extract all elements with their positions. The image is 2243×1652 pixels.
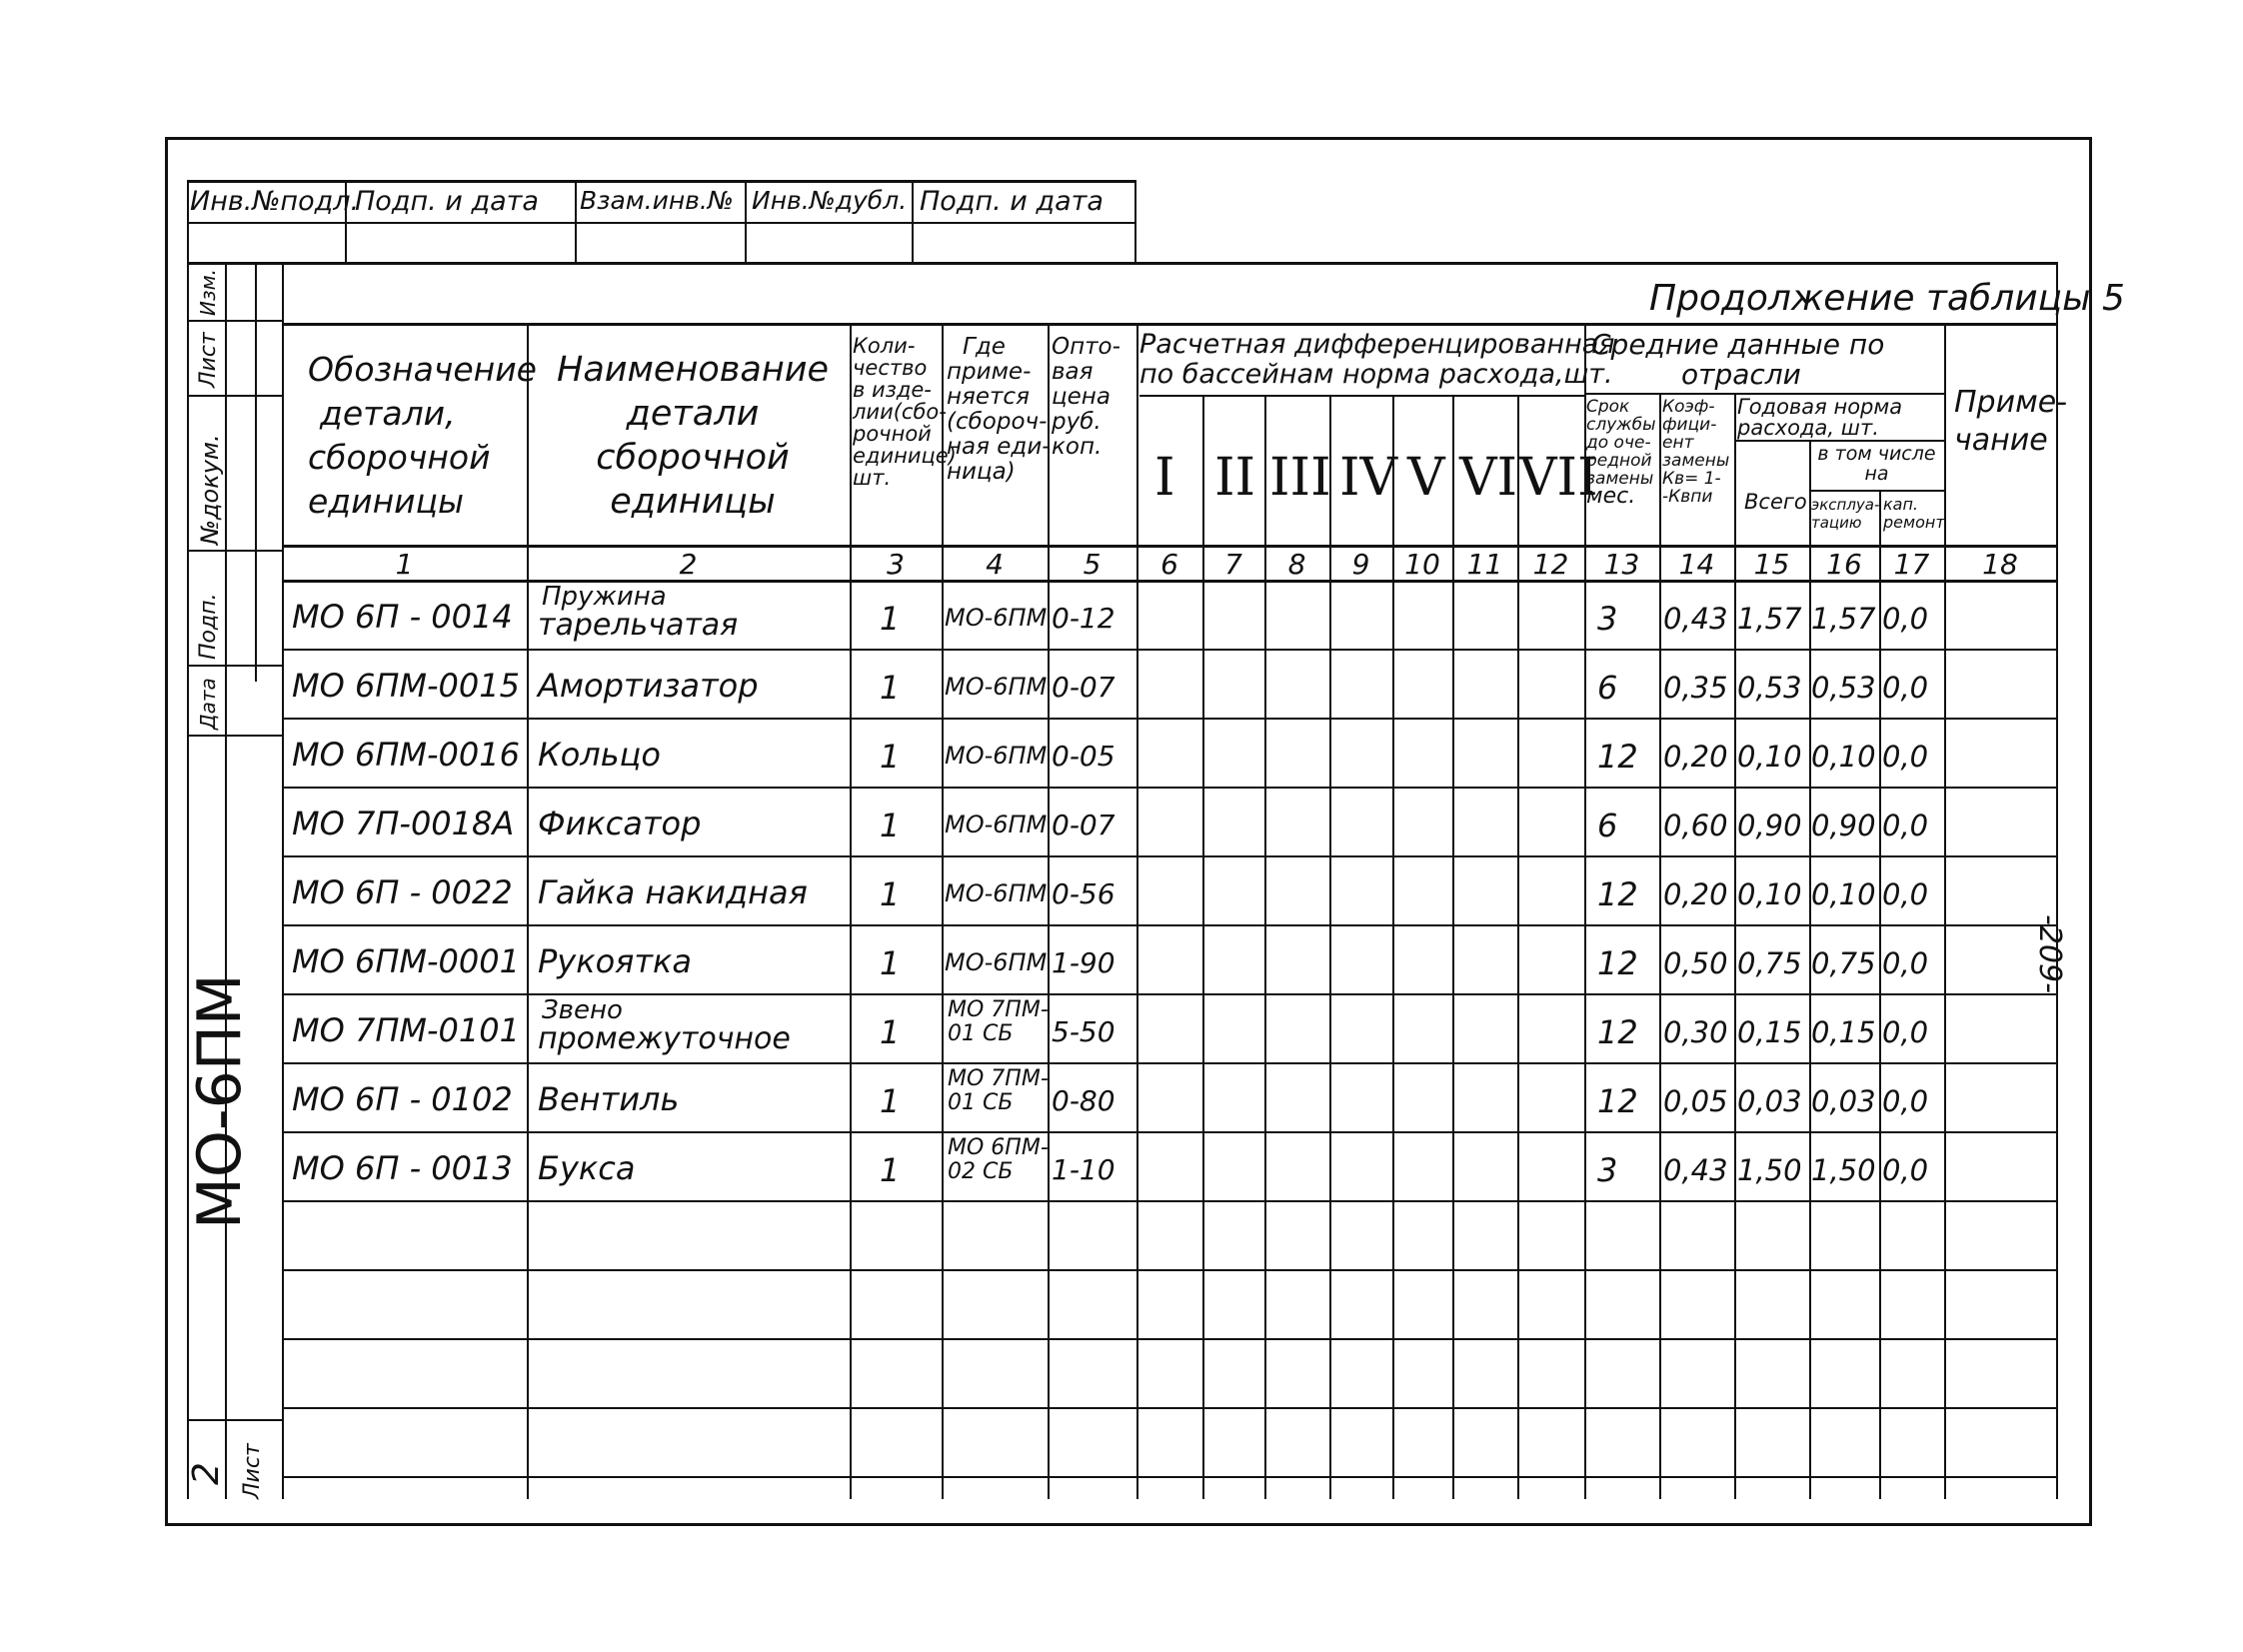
part-code: МО 6ПМ-0016 bbox=[292, 736, 520, 774]
annual-total: 0,53 bbox=[1737, 671, 1802, 705]
header-c3: Коли- чество в изде- лии(сбо- рочной единице) шт. bbox=[853, 334, 957, 490]
header-c2: Наименование детали сборочной единицы bbox=[557, 350, 829, 522]
annual-total: 0,10 bbox=[1737, 877, 1802, 911]
part-name: тарельчатая bbox=[538, 608, 739, 643]
column-number: 1 bbox=[395, 548, 414, 581]
header-top-line bbox=[282, 323, 2056, 326]
quantity: 1 bbox=[880, 738, 901, 776]
header-c16-17: в том числе на bbox=[1817, 443, 1936, 485]
column-number: 13 bbox=[1603, 548, 1640, 581]
part-code: МО 6П - 0102 bbox=[292, 1080, 513, 1118]
side-h-3 bbox=[187, 550, 282, 552]
column-number: 7 bbox=[1224, 548, 1242, 581]
stamp-inv-podl: Инв.№подл. bbox=[190, 186, 360, 217]
column-number: 10 bbox=[1404, 548, 1440, 581]
stamp-div-3 bbox=[745, 180, 747, 262]
row-line bbox=[282, 649, 2056, 651]
header-c17: кап. ремонт bbox=[1883, 495, 1945, 532]
quantity: 1 bbox=[880, 944, 901, 982]
used-in: МО-6ПМ bbox=[945, 879, 1048, 907]
annual-operation: 0,10 bbox=[1811, 740, 1876, 774]
annual-total: 0,10 bbox=[1737, 740, 1802, 774]
annual-overhaul: 0,0 bbox=[1882, 1015, 1929, 1049]
side-h-4 bbox=[187, 665, 282, 667]
part-code: МО 6ПМ-0001 bbox=[292, 942, 520, 980]
service-life: 12 bbox=[1597, 944, 1638, 982]
annual-overhaul: 0,0 bbox=[1882, 671, 1929, 705]
used-in: 01 СБ bbox=[948, 1090, 1014, 1115]
part-name: Кольцо bbox=[538, 736, 661, 774]
quantity: 1 bbox=[880, 669, 901, 707]
annual-operation: 1,57 bbox=[1811, 602, 1876, 636]
side-izm: Изм. bbox=[196, 268, 220, 316]
stamp-podp-data-1: Подп. и дата bbox=[355, 186, 539, 217]
row-line bbox=[282, 924, 2056, 926]
part-code: МО 7П-0018А bbox=[292, 805, 515, 842]
service-life: 3 bbox=[1597, 600, 1618, 638]
replacement-coef: 0,60 bbox=[1663, 809, 1728, 842]
annual-total: 0,15 bbox=[1737, 1015, 1802, 1049]
annual-operation: 0,90 bbox=[1811, 809, 1876, 842]
column-number: 3 bbox=[887, 548, 905, 581]
roman-2: II bbox=[1214, 448, 1256, 508]
service-life: 12 bbox=[1597, 1082, 1638, 1120]
header-c5: Опто- вая цена руб. коп. bbox=[1052, 334, 1121, 460]
column-number: 9 bbox=[1351, 548, 1370, 581]
h-sub-16-17 bbox=[1809, 490, 1944, 492]
replacement-coef: 0,50 bbox=[1663, 946, 1728, 980]
side-h-1 bbox=[187, 320, 282, 322]
row-line bbox=[282, 1476, 2056, 1478]
stamp-div-5 bbox=[1134, 180, 1136, 262]
annual-operation: 1,50 bbox=[1811, 1153, 1876, 1187]
part-name: Вентиль bbox=[538, 1080, 680, 1118]
row-line bbox=[282, 1200, 2056, 1202]
row-line bbox=[282, 787, 2056, 789]
annual-total: 0,03 bbox=[1737, 1084, 1802, 1118]
column-number: 12 bbox=[1532, 548, 1569, 581]
wholesale-price: 0-56 bbox=[1052, 877, 1116, 910]
roman-6: VI bbox=[1459, 448, 1518, 508]
used-in: 02 СБ bbox=[948, 1159, 1014, 1184]
stamp-podp-data-2: Подп. и дата bbox=[920, 186, 1104, 217]
used-in: МО 6ПМ- bbox=[948, 1135, 1049, 1160]
annual-operation: 0,53 bbox=[1811, 671, 1876, 705]
quantity: 1 bbox=[880, 600, 901, 638]
h-sub-15-17 bbox=[1734, 440, 1944, 442]
stamp-div-2 bbox=[575, 180, 577, 262]
annual-overhaul: 0,0 bbox=[1882, 946, 1929, 980]
stamp-left-line bbox=[187, 180, 189, 1499]
column-number: 16 bbox=[1826, 548, 1862, 581]
roman-3: III bbox=[1269, 448, 1331, 508]
col-line-4 bbox=[942, 323, 944, 1499]
stamp-mid-line bbox=[187, 222, 1134, 224]
header-c6-12: Расчетная дифференцированная по бассейнам норма расхода,шт. bbox=[1139, 329, 1615, 390]
wholesale-price: 1-10 bbox=[1052, 1153, 1116, 1186]
part-code: МО 6П - 0013 bbox=[292, 1149, 513, 1187]
column-number: 18 bbox=[1982, 548, 2018, 581]
replacement-coef: 0,05 bbox=[1663, 1084, 1728, 1118]
row-line bbox=[282, 718, 2056, 720]
side-line-1 bbox=[225, 262, 227, 1499]
side-podp: Подп. bbox=[196, 593, 221, 660]
quantity: 1 bbox=[880, 1013, 901, 1051]
annual-operation: 0,15 bbox=[1811, 1015, 1876, 1049]
used-in: МО 7ПМ- bbox=[948, 997, 1049, 1022]
wholesale-price: 5-50 bbox=[1052, 1015, 1116, 1048]
used-in: МО-6ПМ bbox=[945, 742, 1048, 770]
side-h-2 bbox=[187, 395, 282, 397]
column-number: 6 bbox=[1160, 548, 1178, 581]
roman-1: I bbox=[1154, 448, 1175, 508]
replacement-coef: 0,20 bbox=[1663, 877, 1728, 911]
used-in: МО-6ПМ bbox=[945, 673, 1048, 701]
col-line-3 bbox=[850, 323, 852, 1499]
wholesale-price: 0-05 bbox=[1052, 740, 1116, 773]
wholesale-price: 0-80 bbox=[1052, 1084, 1116, 1117]
column-number: 8 bbox=[1287, 548, 1306, 581]
stamp-vzam-inv: Взам.инв.№ bbox=[580, 186, 734, 215]
annual-overhaul: 0,0 bbox=[1882, 740, 1929, 774]
header-c13: Срок службы до оче- редной замены мес. bbox=[1586, 397, 1656, 509]
annual-operation: 0,03 bbox=[1811, 1084, 1876, 1118]
service-life: 12 bbox=[1597, 738, 1638, 776]
header-c15-17: Годовая норма расхода, шт. bbox=[1737, 395, 1903, 440]
header-c13-17: Средние данные по отрасли bbox=[1591, 328, 1885, 391]
side-line-2 bbox=[255, 262, 257, 682]
annual-overhaul: 0,0 bbox=[1882, 1084, 1929, 1118]
annual-overhaul: 0,0 bbox=[1882, 1153, 1929, 1187]
row-line bbox=[282, 1338, 2056, 1340]
wholesale-price: 0-07 bbox=[1052, 671, 1116, 704]
quantity: 1 bbox=[880, 875, 901, 913]
annual-total: 0,90 bbox=[1737, 809, 1802, 842]
annual-overhaul: 0,0 bbox=[1882, 602, 1929, 636]
annual-total: 1,50 bbox=[1737, 1153, 1802, 1187]
part-name: Букса bbox=[538, 1149, 636, 1187]
roman-4: IV bbox=[1339, 448, 1398, 508]
wholesale-price: 0-12 bbox=[1052, 602, 1116, 635]
used-in: МО-6ПМ bbox=[945, 811, 1048, 838]
stamp-inv-dubl: Инв.№дубл. bbox=[752, 186, 908, 215]
wholesale-price: 0-07 bbox=[1052, 809, 1116, 841]
sheet-number: 2 bbox=[186, 1462, 227, 1485]
roman-5: V bbox=[1407, 448, 1445, 508]
replacement-coef: 0,20 bbox=[1663, 740, 1728, 774]
part-name: Гайка накидная bbox=[538, 873, 808, 911]
page-number: -209- bbox=[2032, 914, 2067, 993]
part-code: МО 7ПМ-0101 bbox=[292, 1011, 520, 1049]
side-data: Дата bbox=[196, 678, 220, 730]
column-number: 5 bbox=[1083, 548, 1102, 581]
side-ndokum: №докум. bbox=[196, 434, 224, 545]
doc-code: МО-6ПМ bbox=[185, 973, 255, 1229]
annual-operation: 0,10 bbox=[1811, 877, 1876, 911]
annual-total: 0,75 bbox=[1737, 946, 1802, 980]
part-code: МО 6П - 0014 bbox=[292, 598, 513, 636]
part-name: Амортизатор bbox=[538, 667, 759, 705]
used-in: 01 СБ bbox=[948, 1021, 1014, 1046]
side-h-6 bbox=[187, 1419, 282, 1421]
row-line bbox=[282, 1131, 2056, 1133]
service-life: 12 bbox=[1597, 875, 1638, 913]
header-c14: Коэф- фици- ент замены Кв= 1- -Квпи bbox=[1662, 397, 1730, 507]
header-c18: Приме- чание bbox=[1954, 385, 2068, 458]
quantity: 1 bbox=[880, 1151, 901, 1189]
wholesale-price: 1-90 bbox=[1052, 946, 1116, 979]
header-c15: Всего bbox=[1744, 490, 1807, 514]
part-name: Рукоятка bbox=[538, 942, 692, 980]
row-line bbox=[282, 855, 2056, 857]
used-in: МО-6ПМ bbox=[945, 948, 1048, 976]
replacement-coef: 0,43 bbox=[1663, 602, 1728, 636]
column-number: 2 bbox=[679, 548, 698, 581]
part-name: Фиксатор bbox=[538, 805, 702, 842]
row-line bbox=[282, 1062, 2056, 1064]
stamp-top-line bbox=[187, 180, 1134, 183]
table-title: Продолжение таблицы 5 bbox=[1649, 278, 2125, 319]
part-name: Пружина bbox=[542, 582, 667, 612]
roman-7: VII bbox=[1519, 448, 1598, 508]
header-c4: Где приме- няется (сбороч- ная еди- ница) bbox=[947, 334, 1051, 485]
service-life: 6 bbox=[1597, 669, 1618, 707]
quantity: 1 bbox=[880, 807, 901, 844]
side-h-5 bbox=[187, 735, 282, 737]
annual-overhaul: 0,0 bbox=[1882, 809, 1929, 842]
part-name: Звено bbox=[542, 995, 623, 1025]
column-number: 11 bbox=[1466, 548, 1503, 581]
side-list: Лист bbox=[196, 332, 221, 388]
part-code: МО 6ПМ-0015 bbox=[292, 667, 520, 705]
service-life: 3 bbox=[1597, 1151, 1618, 1189]
part-name: промежуточное bbox=[538, 1021, 791, 1056]
col-line-5 bbox=[1048, 323, 1050, 1499]
used-in: МО-6ПМ bbox=[945, 604, 1048, 632]
quantity: 1 bbox=[880, 1082, 901, 1120]
header-c16: эксплуа- тацию bbox=[1811, 496, 1880, 532]
replacement-coef: 0,35 bbox=[1663, 671, 1728, 705]
row-line bbox=[282, 1407, 2056, 1409]
col-line-6 bbox=[1136, 323, 1138, 1499]
stamp-div-4 bbox=[912, 180, 914, 262]
replacement-coef: 0,43 bbox=[1663, 1153, 1728, 1187]
side-line-3 bbox=[282, 262, 284, 1499]
sheet-label: Лист bbox=[240, 1443, 265, 1499]
annual-operation: 0,75 bbox=[1811, 946, 1876, 980]
column-number: 14 bbox=[1678, 548, 1715, 581]
replacement-coef: 0,30 bbox=[1663, 1015, 1728, 1049]
part-code: МО 6П - 0022 bbox=[292, 873, 513, 911]
row-line bbox=[282, 1269, 2056, 1271]
service-life: 12 bbox=[1597, 1013, 1638, 1051]
annual-total: 1,57 bbox=[1737, 602, 1802, 636]
used-in: МО 7ПМ- bbox=[948, 1066, 1049, 1091]
column-number: 17 bbox=[1893, 548, 1930, 581]
annual-overhaul: 0,0 bbox=[1882, 877, 1929, 911]
column-number: 4 bbox=[986, 548, 1004, 581]
column-number: 15 bbox=[1753, 548, 1790, 581]
service-life: 6 bbox=[1597, 807, 1618, 844]
table-top-line bbox=[187, 262, 2056, 265]
header-c1: Обозначение детали, сборочной единицы bbox=[308, 350, 537, 521]
